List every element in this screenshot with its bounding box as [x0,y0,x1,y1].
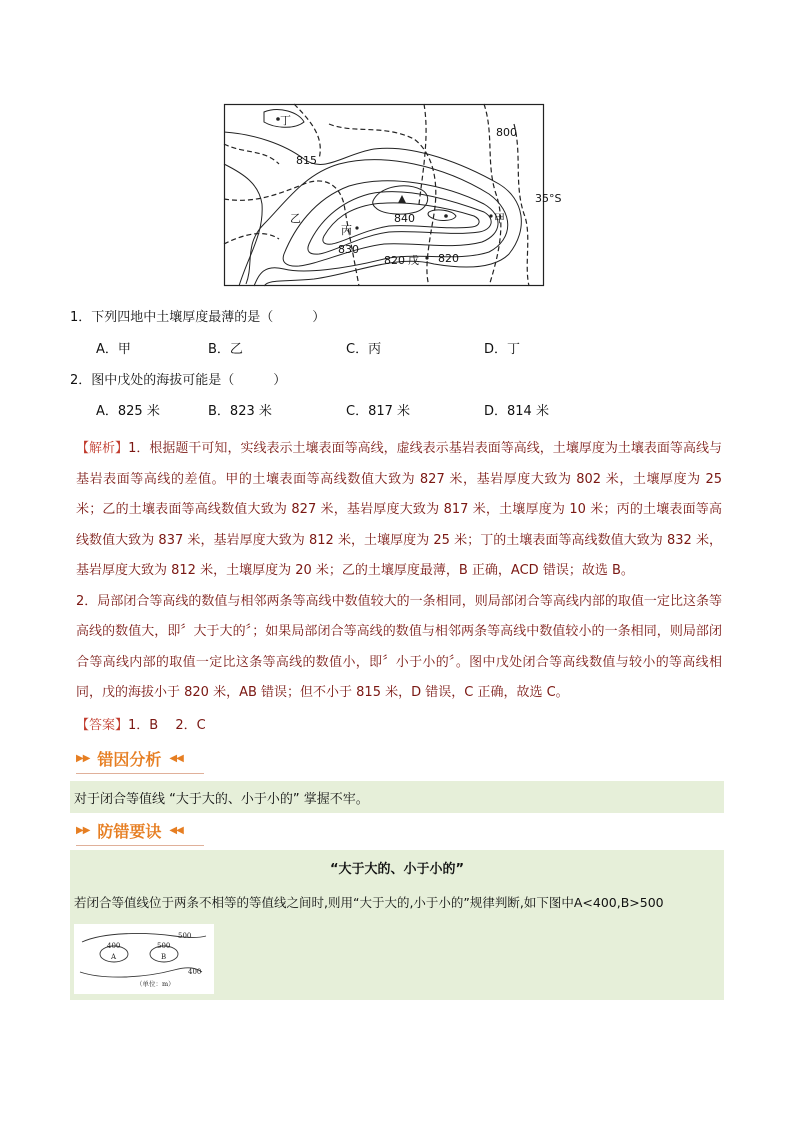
q2-option-d: D．814 米 [484,404,549,419]
mini-label-b: B [161,953,167,961]
map-label-800: 800 [496,126,517,139]
section-title-prevention-tips: 防错要诀 [97,821,162,841]
mini-label-a: A [111,953,117,961]
map-label-815: 815 [296,154,317,167]
q1-stem: 1．下列四地中土壤厚度最薄的是（ ） [70,310,326,325]
tip-text: 若闭合等值线位于两条不相等的等值线之间时,则用“大于大的,小于小的”规律判断,如下图中A<400,B>500 [74,895,664,910]
map-label-jia: 甲 [494,212,505,225]
q2-stem: 2．图中戊处的海拔可能是（ ） [70,373,287,388]
map-label-35s: 35°S [535,192,562,205]
analysis-block [76,434,722,709]
section-underline [76,773,204,774]
error-analysis-text: 对于闭合等值线 “大于大的、小于小的” 掌握不牢。 [74,792,369,807]
mini-label-400-a: 400 [107,942,121,950]
map-label-wu: 戊 [408,254,419,267]
tip-title: “大于大的、小于小的” [329,862,465,877]
q2-option-b: B．823 米 [208,404,272,419]
q1-option-a: A．甲 [96,342,131,357]
error-analysis-box [70,781,724,813]
analysis-tag: 【解析】 [76,441,129,456]
section-title-error-analysis: 错因分析 [97,749,162,769]
section-header-prevention-tips [76,815,204,846]
mini-label-500-b: 500 [157,942,171,950]
q1-option-c: C．丙 [346,342,382,357]
arrow-right-icon: ▶▶ [76,824,90,836]
mini-unit-label: （单位：m） [136,980,175,988]
section-header-error-analysis [76,743,204,774]
map-label-830: 830 [338,243,359,256]
q1-option-b: B．乙 [208,342,243,357]
map-label-820-a: 820 [384,254,405,267]
answer-tag: 【答案】 [76,718,129,733]
arrow-left-icon: ◀◀ [169,824,183,836]
q2-option-c: C．817 米 [346,404,411,419]
map-label-ding: 丁 [280,114,291,127]
mini-contour-diagram [74,924,214,994]
map-label-yi: 乙 [290,212,301,225]
contour-map [224,104,562,286]
q1-option-d: D．丁 [484,342,521,357]
prevention-tips-box [70,850,724,1000]
mini-label-500-top: 500 [178,932,192,940]
map-label-840: 840 [394,212,415,225]
section-underline [76,845,204,846]
arrow-left-icon: ◀◀ [169,752,183,764]
arrow-right-icon: ▶▶ [76,752,90,764]
analysis-para-1: 1．根据题干可知，实线表示土壤表面等高线，虚线表示基岩表面等高线，土壤厚度为土壤表面等高线与基岩表面等高线的差值。甲的土壤表面等高线数值大致为 827 米，基岩厚度大致为 802 米，土壤厚度为 25 米；乙的土壤表面等高线数值大致为 827 米，基岩厚度大致为 817 米，土壤厚度为 10 米；丙的土壤表面等高线数值大致为 837 米，基岩厚度大致为 812 米，土壤厚度为 25 米；丁的土壤表面等高线数值大致为 832 米，基岩厚度大致为 812 米，土壤厚度为 20 米；乙的土壤厚度最薄，B 正确，ACD 错误；故选 B。 [76,441,722,578]
answer-text: 1．B 2．C [128,718,206,733]
mini-label-400-b: 400 [188,968,202,976]
q2-option-a: A．825 米 [96,404,160,419]
analysis-para-2: 2．局部闭合等高线的数值与相邻两条等高线中数值较大的一条相同，则局部闭合等高线内部的取值一定比这条等高线的数值大，即〞大于大的〞；如果局部闭合等高线的数值与相邻两条等高线中数值较小的一条相同，则局部闭合等高线内部的取值一定比这条等高线的数值小，即〞小于小的〞。图中戊处闭合等高线数值与较小的等高线相同，戊的海拔小于 820 米，AB 错误；但不小于 815 米，D 错误，C 正确，故选 C。 [76,593,722,700]
map-label-bing: 丙 [341,224,352,237]
answer-line [76,716,206,736]
map-label-820-b: 820 [438,252,459,265]
